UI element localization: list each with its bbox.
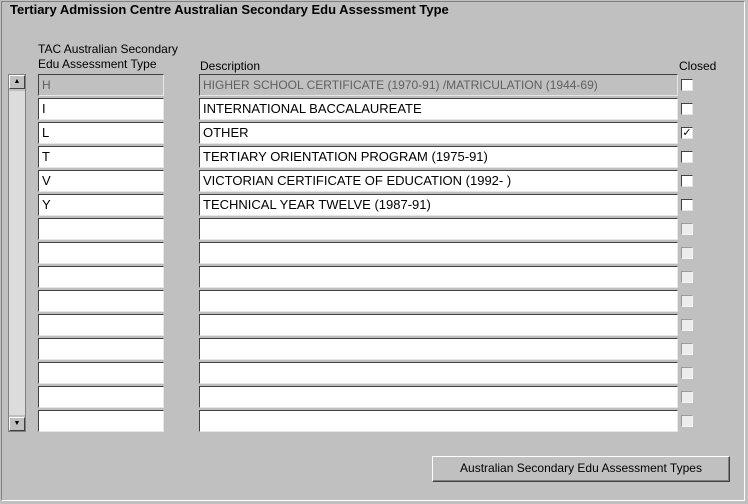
table-row [0,266,748,290]
description-field[interactable] [199,410,678,432]
assessment-type-code-field[interactable]: Y [38,194,164,216]
description-field[interactable] [199,314,678,336]
table-row [0,290,748,314]
arrow-up-icon[interactable]: ▲ [9,75,25,89]
assessment-type-code-field[interactable] [38,362,164,384]
description-field[interactable] [199,386,678,408]
description-field[interactable] [199,362,678,384]
assessment-type-code-field[interactable] [38,314,164,336]
page-title: Tertiary Admission Centre Australian Secondary Edu Assessment Type [10,2,449,17]
assessment-type-code-field[interactable] [38,242,164,264]
assessment-type-code-field[interactable]: T [38,146,164,168]
closed-checkbox[interactable] [681,79,693,91]
assessment-type-code-field[interactable] [38,386,164,408]
closed-checkbox[interactable] [681,343,693,355]
assessment-type-code-field[interactable] [38,410,164,432]
table-row [0,362,748,386]
assessment-type-code-field[interactable] [38,290,164,312]
table-row [0,74,748,98]
description-field[interactable]: TECHNICAL YEAR TWELVE (1987-91) [199,194,678,216]
table-row [0,98,748,122]
column-header-type [38,42,178,72]
assessment-type-code-field[interactable] [38,338,164,360]
closed-checkbox[interactable] [681,295,693,307]
assessment-type-code-field[interactable] [38,218,164,240]
closed-checkbox[interactable] [681,367,693,379]
assessment-type-code-field[interactable] [38,266,164,288]
table-row [0,242,748,266]
description-field[interactable]: INTERNATIONAL BACCALAUREATE [199,98,678,120]
description-field[interactable]: HIGHER SCHOOL CERTIFICATE (1970-91) /MATRICULATION (1944-69) [199,74,678,96]
assessment-type-code-field[interactable]: I [38,98,164,120]
closed-checkbox[interactable] [681,103,693,115]
description-field[interactable] [199,266,678,288]
description-field[interactable]: OTHER [199,122,678,144]
table-row [0,218,748,242]
assessment-type-code-field[interactable]: H [38,74,164,96]
description-field[interactable] [199,218,678,240]
closed-checkbox[interactable] [681,319,693,331]
closed-checkbox[interactable] [681,223,693,235]
closed-checkbox[interactable] [681,415,693,427]
description-field[interactable] [199,242,678,264]
description-field[interactable]: VICTORIAN CERTIFICATE OF EDUCATION (1992- ) [199,170,678,192]
description-field[interactable]: TERTIARY ORIENTATION PROGRAM (1975-91) [199,146,678,168]
closed-checkbox[interactable] [681,199,693,211]
table-row [0,386,748,410]
assessment-type-code-field[interactable]: L [38,122,164,144]
closed-checkbox[interactable] [681,151,693,163]
assessment-type-code-field[interactable]: V [38,170,164,192]
column-header-type-line2: Edu Assessment Type [38,57,157,71]
column-header-type-line1: TAC Australian Secondary [38,42,178,56]
closed-checkbox[interactable] [681,127,693,139]
closed-checkbox[interactable] [681,391,693,403]
description-field[interactable] [199,290,678,312]
closed-checkbox[interactable] [681,175,693,187]
assessment-types-button[interactable]: Australian Secondary Edu Assessment Types [432,456,730,482]
arrow-down-icon[interactable]: ▼ [9,417,25,431]
table-row [0,170,748,194]
table-row [0,122,748,146]
closed-checkbox[interactable] [681,247,693,259]
column-header-description: Description [200,59,261,73]
table-row [0,194,748,218]
table-row [0,410,748,434]
check-icon: ✓ [682,127,692,139]
closed-checkbox[interactable] [681,271,693,283]
table-row [0,314,748,338]
table-row [0,338,748,362]
description-field[interactable] [199,338,678,360]
column-header-closed: Closed [679,59,717,73]
table-row [0,146,748,170]
